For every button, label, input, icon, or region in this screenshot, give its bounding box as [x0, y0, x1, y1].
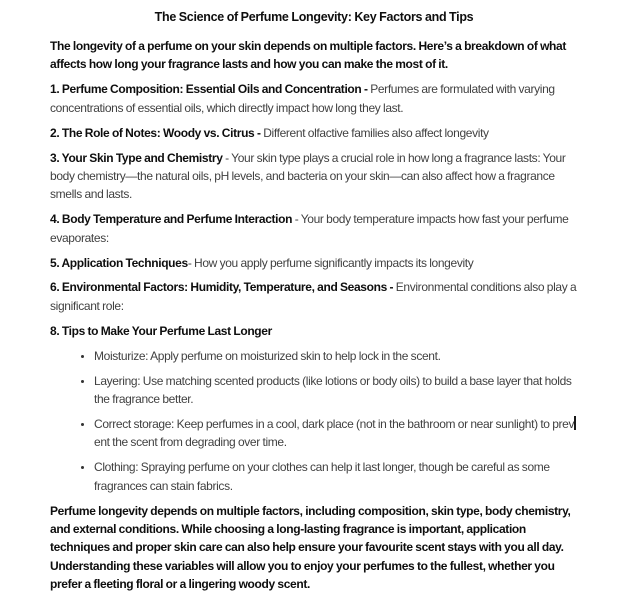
intro-paragraph: The longevity of a perfume on your skin depends on multiple factors. Here’s a breakdown of what affects how long your fragrance lasts and how you can make the most of it.	[50, 39, 567, 72]
section-text-3: - Your skin type plays a crucial role in how long a fragrance lasts: Your body chemistry—the natural oils, pH levels, and bacteria on your skin—can also affect how a fragrance smells and lasts.	[50, 150, 566, 202]
list-item-text: Clothing: Spraying perfume on your clothes can help it last longer, though be careful as some fragrances can stain fabrics.	[94, 460, 550, 493]
section-text-6: Environmental conditions also play a significant role:	[50, 280, 577, 313]
section-paragraph-1	[50, 80, 578, 117]
section-paragraph-3	[50, 149, 578, 204]
section-heading-6: 6. Environmental Factors: Humidity, Temperature, and Seasons -	[50, 280, 396, 295]
list-item-text: Correct storage: Keep perfumes in a cool, dark place (not in the bathroom or near sunlight) to prev	[94, 416, 575, 431]
list-item-text: Layering: Use matching scented products (like lotions or body oils) to build a base layer that holds the fragrance better.	[94, 373, 572, 406]
section-paragraph-4	[50, 210, 578, 247]
list-item-text: ent the scent from degrading over time.	[94, 435, 287, 450]
list-item-moisturize	[94, 347, 578, 365]
section-text-5: - How you apply perfume significantly impacts its longevity	[187, 255, 474, 270]
section-heading-5: 5. Application Techniques	[50, 255, 188, 270]
section-text-2: Different olfactive families also affect longevity	[263, 125, 489, 140]
section-text-1: Perfumes are formulated with varying concentrations of essential oils, which directly impact how long they last.	[50, 82, 555, 115]
section-heading-1: 1. Perfume Composition: Essential Oils and Concentration -	[50, 82, 371, 97]
section-heading-4: 4. Body Temperature and Perfume Interaction	[50, 212, 293, 227]
section-paragraph-5	[50, 254, 578, 272]
list-item-clothing	[94, 458, 578, 495]
text-cursor	[574, 416, 576, 430]
list-item-text: Moisturize: Apply perfume on moisturized skin to help lock in the scent.	[94, 348, 441, 363]
section-paragraph-6	[50, 278, 578, 315]
tips-heading: 8. Tips to Make Your Perfume Last Longer	[50, 323, 272, 338]
tips-list	[50, 347, 578, 495]
list-item-correct-storage	[94, 415, 578, 452]
document-title: The Science of Perfume Longevity: Key Factors and Tips	[154, 10, 474, 24]
section-heading-2: 2. The Role of Notes: Woody vs. Citrus -	[50, 125, 264, 140]
list-item-layering	[94, 372, 578, 409]
section-paragraph-2	[50, 124, 578, 142]
closing-paragraph: Perfume longevity depends on multiple factors, including composition, skin type, body chemistry, and external conditions. While choosing a long-lasting fragrance is important, application techniques and proper skin care can also help ensure your favourite scent stays with you all day. Understanding these variables will allow you to enjoy your perfumes to the fullest, whether you prefer a fleeting floral or a lingering woody scent.	[50, 503, 571, 592]
section-text-4: - Your body temperature impacts how fast your perfume evaporates:	[50, 212, 569, 245]
section-heading-3: 3. Your Skin Type and Chemistry	[50, 150, 223, 165]
